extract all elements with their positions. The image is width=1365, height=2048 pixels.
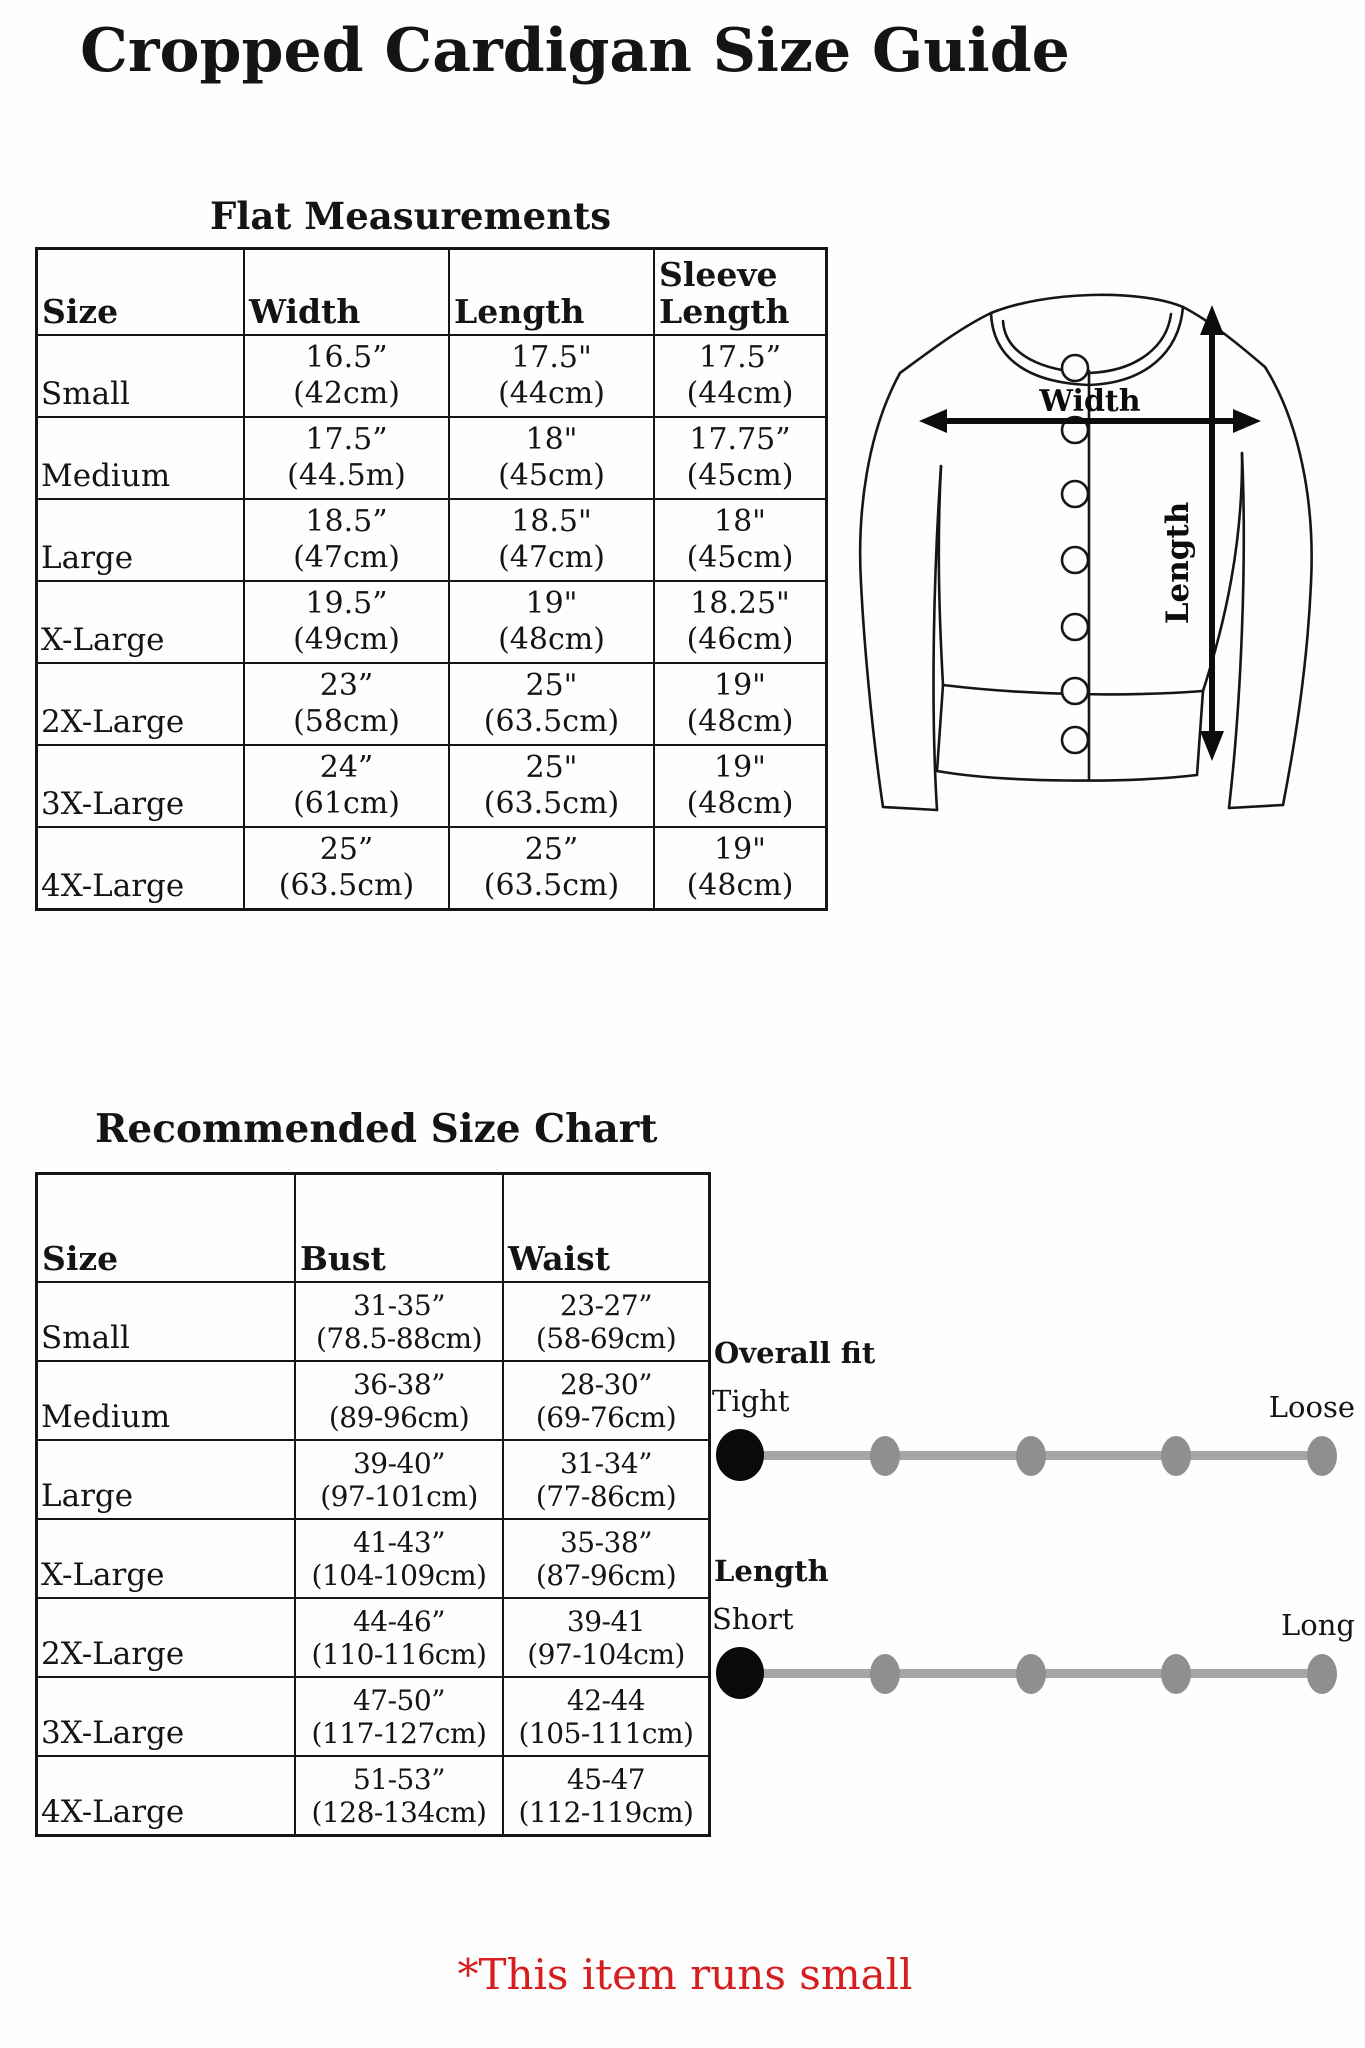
waist-value: 23-27” (58-69cm) xyxy=(502,1281,708,1360)
column-header-length: Length xyxy=(448,250,653,334)
button-icon xyxy=(1062,678,1088,704)
sleeve-value: 18.25" (46cm) xyxy=(653,580,825,662)
overall-fit-dot xyxy=(1307,1436,1337,1476)
sleeve-value: 17.5” (44cm) xyxy=(653,334,825,416)
length-min-label: Short xyxy=(712,1602,794,1636)
size-label: 2X-Large xyxy=(38,1597,294,1676)
size-label: 3X-Large xyxy=(38,744,243,826)
width-value: 25” (63.5cm) xyxy=(243,826,448,908)
sleeve-value: 19" (48cm) xyxy=(653,744,825,826)
button-icon xyxy=(1062,355,1088,381)
overall-fit-max-label: Loose xyxy=(1268,1390,1355,1424)
bust-value: 36-38” (89-96cm) xyxy=(294,1360,502,1439)
button-icon xyxy=(1062,547,1088,573)
size-label: 4X-Large xyxy=(38,1755,294,1834)
waist-value: 35-38” (87-96cm) xyxy=(502,1518,708,1597)
width-value: 18.5” (47cm) xyxy=(243,498,448,580)
size-label: Small xyxy=(38,334,243,416)
column-header-size: Size xyxy=(42,1239,119,1279)
body-left-edge xyxy=(939,466,943,685)
bust-value: 51-53” (128-134cm) xyxy=(294,1755,502,1834)
right-shoulder xyxy=(1183,307,1265,367)
length-dot xyxy=(1016,1654,1046,1694)
waist-value: 31-34” (77-86cm) xyxy=(502,1439,708,1518)
size-label: 4X-Large xyxy=(38,826,243,908)
sleeve-value: 18" (45cm) xyxy=(653,498,825,580)
column-header-bust: Bust xyxy=(294,1175,502,1281)
bust-value: 31-35” (78.5-88cm) xyxy=(294,1281,502,1360)
size-label: 3X-Large xyxy=(38,1676,294,1755)
length-value: 25" (63.5cm) xyxy=(448,662,653,744)
sleeve-value: 19" (48cm) xyxy=(653,662,825,744)
overall-fit-dot xyxy=(1161,1436,1191,1476)
length-value: 19" (48cm) xyxy=(448,580,653,662)
hem-line xyxy=(937,771,1197,781)
size-label: Large xyxy=(38,1439,294,1518)
button-icon xyxy=(1062,727,1088,753)
width-arrow-label: Width xyxy=(1039,384,1141,419)
overall-fit-min-label: Tight xyxy=(712,1384,790,1418)
flat-measurements-heading: Flat Measurements xyxy=(210,194,612,238)
waist-value: 39-41 (97-104cm) xyxy=(502,1597,708,1676)
flat-measurements-table xyxy=(35,247,828,911)
button-icon xyxy=(1062,481,1088,507)
length-dot-selected xyxy=(716,1647,764,1699)
column-header-waist: Waist xyxy=(502,1175,708,1281)
left-shoulder xyxy=(900,313,991,373)
runs-small-footnote: *This item runs small xyxy=(457,1950,913,1999)
right-cuff xyxy=(1229,805,1283,808)
size-label: X-Large xyxy=(38,1518,294,1597)
width-value: 17.5” (44.5m) xyxy=(243,416,448,498)
bust-value: 44-46” (110-116cm) xyxy=(294,1597,502,1676)
overall-fit-label: Overall fit xyxy=(714,1336,876,1370)
size-label: 2X-Large xyxy=(38,662,243,744)
length-dot xyxy=(1161,1654,1191,1694)
cardigan-diagram xyxy=(845,283,1365,823)
right-sleeve-outer xyxy=(1265,367,1312,805)
page-title: Cropped Cardigan Size Guide xyxy=(80,16,1070,86)
waist-value: 45-47 (112-119cm) xyxy=(502,1755,708,1834)
arrowhead-down xyxy=(1200,731,1224,761)
arrowhead-left xyxy=(919,409,947,433)
overall-fit-dot xyxy=(870,1436,900,1476)
length-scale-label: Length xyxy=(714,1554,829,1588)
length-value: 17.5" (44cm) xyxy=(448,334,653,416)
bust-value: 39-40” (97-101cm) xyxy=(294,1439,502,1518)
column-header-size: Size xyxy=(42,292,119,332)
width-value: 23” (58cm) xyxy=(243,662,448,744)
size-label: Large xyxy=(38,498,243,580)
length-value: 18" (45cm) xyxy=(448,416,653,498)
body-right-edge xyxy=(1203,453,1242,691)
length-arrow-label: Length xyxy=(1160,501,1196,625)
length-value: 18.5" (47cm) xyxy=(448,498,653,580)
length-dot xyxy=(870,1654,900,1694)
left-cuff xyxy=(883,807,937,810)
button-icon xyxy=(1062,614,1088,640)
width-value: 19.5” (49cm) xyxy=(243,580,448,662)
back-neck-line xyxy=(991,295,1183,313)
recommended-size-chart-heading: Recommended Size Chart xyxy=(95,1106,658,1152)
waist-value: 28-30” (69-76cm) xyxy=(502,1360,708,1439)
sleeve-value: 17.75” (45cm) xyxy=(653,416,825,498)
sleeve-value: 19" (48cm) xyxy=(653,826,825,908)
length-dot xyxy=(1307,1654,1337,1694)
size-label: Medium xyxy=(38,416,243,498)
waistband-left xyxy=(937,685,943,771)
size-label: Medium xyxy=(38,1360,294,1439)
arrowhead-right xyxy=(1233,409,1261,433)
recommended-size-table xyxy=(35,1172,711,1837)
left-sleeve-outer xyxy=(860,373,900,807)
length-max-label: Long xyxy=(1281,1608,1355,1642)
waist-value: 42-44 (105-111cm) xyxy=(502,1676,708,1755)
column-header-width: Width xyxy=(243,250,448,334)
column-header-sleeve-length: Sleeve Length xyxy=(653,250,825,334)
length-value: 25" (63.5cm) xyxy=(448,744,653,826)
width-value: 24” (61cm) xyxy=(243,744,448,826)
length-value: 25” (63.5cm) xyxy=(448,826,653,908)
bust-value: 41-43” (104-109cm) xyxy=(294,1518,502,1597)
overall-fit-dot-selected xyxy=(716,1429,764,1481)
bust-value: 47-50” (117-127cm) xyxy=(294,1676,502,1755)
width-value: 16.5” (42cm) xyxy=(243,334,448,416)
size-label: Small xyxy=(38,1281,294,1360)
overall-fit-dot xyxy=(1016,1436,1046,1476)
size-label: X-Large xyxy=(38,580,243,662)
